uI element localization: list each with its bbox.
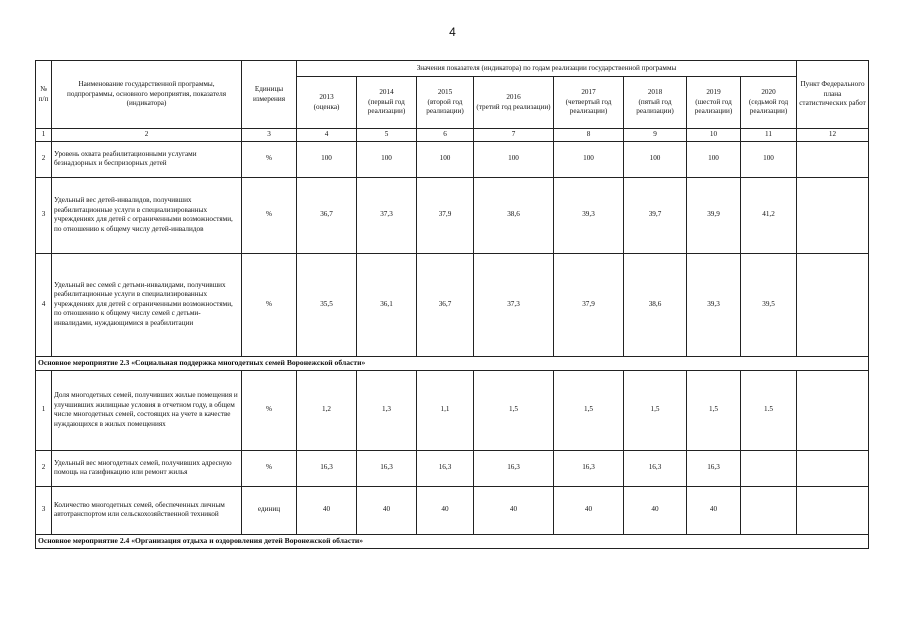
row-value: 38,6 (474, 177, 554, 253)
row-fed (797, 177, 869, 253)
row-value: 100 (474, 141, 554, 177)
column-number: 9 (624, 129, 687, 142)
row-value: 37,9 (417, 177, 474, 253)
row-value: 100 (687, 141, 741, 177)
row-value: 36,1 (357, 253, 417, 356)
column-number: 8 (554, 129, 624, 142)
column-number: 11 (741, 129, 797, 142)
table-row (36, 486, 869, 534)
row-unit: % (242, 177, 297, 253)
column-number: 10 (687, 129, 741, 142)
row-value: 100 (417, 141, 474, 177)
row-value: 1.5 (741, 370, 797, 450)
header-unit: Единицы измерения (242, 61, 297, 129)
row-value: 16,3 (554, 450, 624, 486)
row-num: 1 (36, 370, 52, 450)
row-unit: % (242, 450, 297, 486)
row-value: 40 (417, 486, 474, 534)
row-value: 1,5 (554, 370, 624, 450)
row-num: 3 (36, 177, 52, 253)
row-fed (797, 370, 869, 450)
row-value: 1,5 (624, 370, 687, 450)
row-unit: % (242, 253, 297, 356)
row-value: 39,5 (741, 253, 797, 356)
row-value: 36,7 (417, 253, 474, 356)
row-value: 39,3 (554, 177, 624, 253)
column-number: 4 (297, 129, 357, 142)
row-name: Доля многодетных семей, получивших жилые помещения и улучшивших жилищные условия в отчетном году, в общем числе многодетных семей, состоящих на учете в качестве нуждающихся в жилых помещениях (52, 370, 242, 450)
row-value: 100 (624, 141, 687, 177)
column-number: 1 (36, 129, 52, 142)
column-number: 6 (417, 129, 474, 142)
row-value: 1,5 (687, 370, 741, 450)
page-number: 4 (449, 25, 456, 39)
header-year-2015: 2015 (второй год реализации) (417, 77, 474, 129)
row-fed (797, 253, 869, 356)
table-row (36, 177, 869, 253)
indicators-table (35, 60, 869, 549)
column-number: 7 (474, 129, 554, 142)
table-row (36, 141, 869, 177)
header-name: Наименование государственной программы, подпрограммы, основного мероприятия, показателя (индикатора) (52, 61, 242, 129)
header-year-2013: 2013 (оценка) (297, 77, 357, 129)
row-value: 37,3 (357, 177, 417, 253)
header-row-1 (36, 61, 869, 77)
row-name: Количество многодетных семей, обеспеченных личным автотранспортом или сельскохозяйственной техникой (52, 486, 242, 534)
row-value: 16,3 (474, 450, 554, 486)
row-value: 40 (297, 486, 357, 534)
column-number: 12 (797, 129, 869, 142)
row-name: Уровень охвата реабилитационными услугами безнадзорных и беспризорных детей (52, 141, 242, 177)
row-num: 4 (36, 253, 52, 356)
header-year-2020: 2020 (седьмой год реализации) (741, 77, 797, 129)
row-value: 39,7 (624, 177, 687, 253)
row-value: 39,3 (687, 253, 741, 356)
row-value: 37,9 (554, 253, 624, 356)
row-fed (797, 141, 869, 177)
row-value: 1,3 (357, 370, 417, 450)
row-value (741, 486, 797, 534)
header-year-2018: 2018 (пятый год реализации) (624, 77, 687, 129)
row-name: Удельный вес детей-инвалидов, получивших реабилитационные услуги в специализированных учреждениях для детей с ограниченными возможностями, по отношению к общему числу детей-инвалидов (52, 177, 242, 253)
header-year-2016: 2016 (третий год реализации) (474, 77, 554, 129)
row-value: 39,9 (687, 177, 741, 253)
row-value: 100 (357, 141, 417, 177)
header-year-2017: 2017 (четвертый год реализации) (554, 77, 624, 129)
column-number: 2 (52, 129, 242, 142)
header-year-2019: 2019 (шестой год реализации) (687, 77, 741, 129)
column-number: 3 (242, 129, 297, 142)
header-fed-plan: Пункт Федерального плана статистических работ (797, 61, 869, 129)
row-num: 2 (36, 141, 52, 177)
row-value: 1,1 (417, 370, 474, 450)
row-num: 2 (36, 450, 52, 486)
row-value: 1,2 (297, 370, 357, 450)
header-year-2014: 2014 (первый год реализации) (357, 77, 417, 129)
column-numbers-row (36, 129, 869, 142)
row-fed (797, 450, 869, 486)
row-fed (797, 486, 869, 534)
table-row (36, 450, 869, 486)
row-value (741, 450, 797, 486)
row-value: 16,3 (357, 450, 417, 486)
row-value: 100 (554, 141, 624, 177)
row-name: Удельный вес семей с детьми-инвалидами, получивших реабилитационные услуги в специализированных учреждениях для детей с ограниченными возможностями, по отношению к общему числу семей с детьми-инвалидами, нуждающимися в реабилитации (52, 253, 242, 356)
row-value: 35,5 (297, 253, 357, 356)
row-value: 100 (297, 141, 357, 177)
section-title-2-3: Основное мероприятие 2.3 «Социальная поддержка многодетных семей Воронежской области» (36, 356, 869, 370)
row-value: 100 (741, 141, 797, 177)
row-value: 16,3 (417, 450, 474, 486)
row-value: 1,5 (474, 370, 554, 450)
row-value: 40 (624, 486, 687, 534)
row-unit: единиц (242, 486, 297, 534)
section-title-2-4: Основное мероприятие 2.4 «Организация отдыха и оздоровления детей Воронежской области» (36, 534, 869, 548)
row-value: 40 (357, 486, 417, 534)
row-name: Удельный вес многодетных семей, получивших адресную помощь на газификацию или ремонт жилья (52, 450, 242, 486)
row-value: 41,2 (741, 177, 797, 253)
section-row (36, 534, 869, 548)
row-value: 16,3 (624, 450, 687, 486)
row-value: 16,3 (687, 450, 741, 486)
table-row (36, 370, 869, 450)
row-value: 38,6 (624, 253, 687, 356)
header-values-group: Значения показателя (индикатора) по годам реализации государственной программы (297, 61, 797, 77)
row-value: 16,3 (297, 450, 357, 486)
section-row (36, 356, 869, 370)
header-num: № п/п (36, 61, 52, 129)
row-unit: % (242, 370, 297, 450)
row-value: 37,3 (474, 253, 554, 356)
row-value: 40 (687, 486, 741, 534)
row-value: 40 (554, 486, 624, 534)
row-value: 40 (474, 486, 554, 534)
row-unit: % (242, 141, 297, 177)
column-number: 5 (357, 129, 417, 142)
table-row (36, 253, 869, 356)
row-num: 3 (36, 486, 52, 534)
row-value: 36,7 (297, 177, 357, 253)
